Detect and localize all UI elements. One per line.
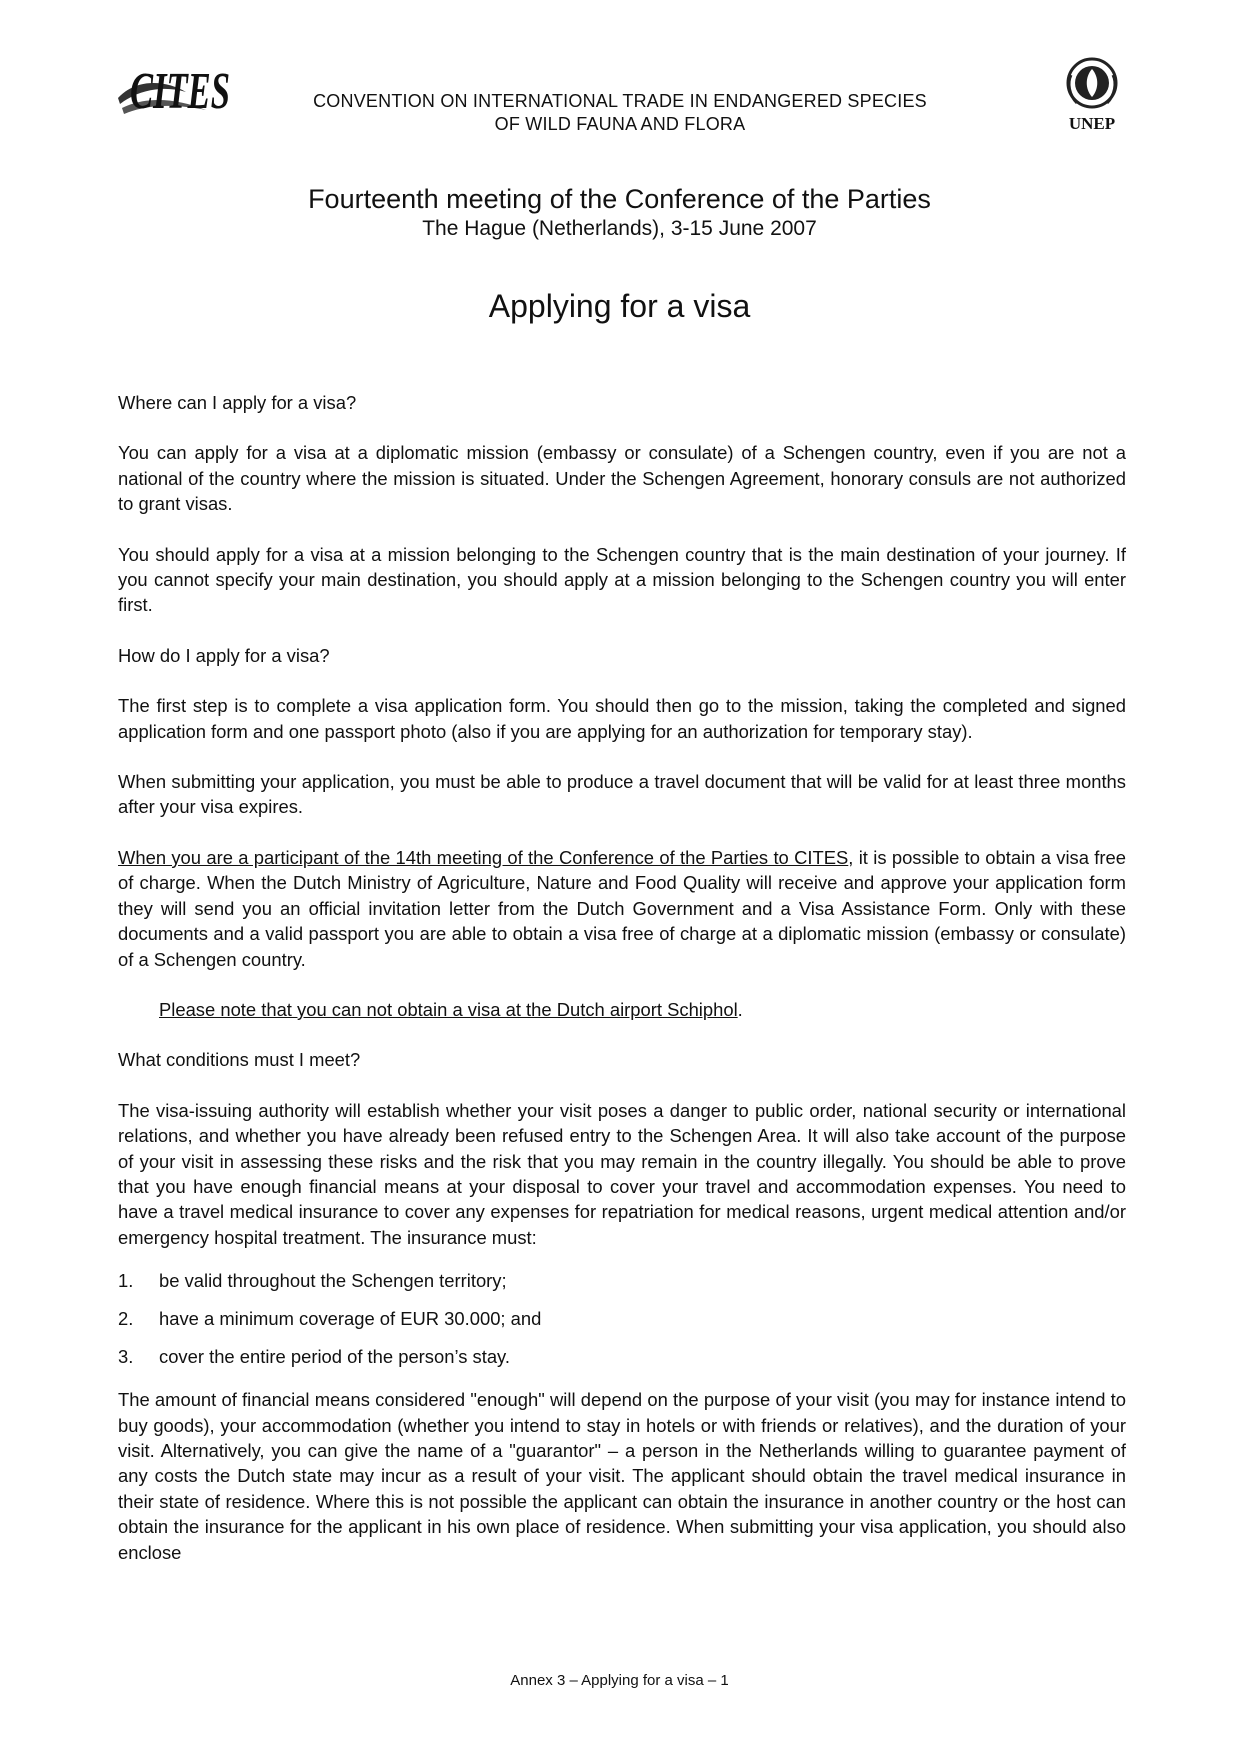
schiphol-note xyxy=(118,997,1126,1022)
participant-rest: , it is possible to obtain a visa free of charge. When the Dutch Ministry of Agriculture, Nature and Food Quality will receive and approve your application form they will send you an official invitation letter from the Dutch Government and a Visa Assistance Form. Only with these documents and a valid passport you are able to obtain a visa free of charge at a diplomatic mission (embassy or consulate) of a Schengen country. xyxy=(118,846,1126,970)
document-body xyxy=(118,390,1126,1590)
list-text: be valid throughout the Schengen territory; xyxy=(159,1270,507,1292)
paragraph: You can apply for a visa at a diplomatic mission (embassy or consulate) of a Schengen country, even if you are not a national of the country where the mission is situated. Under the Schengen Agreement, honorary consuls are not authorized to grant visas. xyxy=(118,442,1126,515)
paragraph: You should apply for a visa at a mission belonging to the Schengen country that is the main destination of your journey. If you cannot specify your main destination, you should apply at a mission belonging to the Schengen country you will enter first. xyxy=(118,543,1126,616)
cites-logo xyxy=(116,58,234,128)
question-where: Where can I apply for a visa? xyxy=(118,392,357,413)
list-number: 2. xyxy=(118,1308,134,1330)
list-text: cover the entire period of the person’s stay. xyxy=(159,1346,510,1368)
list-item xyxy=(118,1306,1126,1331)
convention-heading xyxy=(250,90,990,136)
convention-line-1: CONVENTION ON INTERNATIONAL TRADE IN ENDANGERED SPECIES xyxy=(313,91,927,111)
participant-link-text: When you are a participant of the 14th meeting of the Conference of the Parties to CITES xyxy=(118,846,849,868)
insurance-list xyxy=(118,1268,1126,1369)
meeting-title: Fourteenth meeting of the Conference of the Parties xyxy=(308,184,931,214)
paragraph: When submitting your application, you must be able to produce a travel document that will be valid for at least three months after your visa expires. xyxy=(118,771,1126,818)
page-footer: Annex 3 – Applying for a visa – 1 xyxy=(510,1672,729,1689)
list-number: 3. xyxy=(118,1346,134,1368)
schiphol-note-end: . xyxy=(737,998,743,1020)
svg-text:CITES: CITES xyxy=(130,63,230,120)
paragraph: The amount of financial means considered "enough" will depend on the purpose of your visit (you may for instance intend to buy goods), your accommodation (whether you intend to stay in hotels or with friends or relatives), and the duration of your visit. Alternatively, you can give the name of a "guarantor" – a person in the Netherlands willing to guarantee payment of any costs the Dutch state may incur as a result of your visit. The applicant should obtain the travel medical insurance in their state of residence. Where this is not possible the applicant can obtain the insurance in another country or the host can obtain the insurance for the applicant in his own place of residence. When submitting your visa application, you should also enclose xyxy=(118,1389,1126,1563)
schiphol-note-text: Please note that you can not obtain a visa at the Dutch airport Schiphol xyxy=(159,998,738,1020)
paragraph: The first step is to complete a visa application form. You should then go to the mission, taking the completed and signed application form and one passport photo (also if you are applying for an authorization for temporary stay). xyxy=(118,695,1126,742)
meeting-venue: The Hague (Netherlands), 3-15 June 2007 xyxy=(422,217,817,240)
paragraph-participants xyxy=(118,845,1126,972)
list-text: have a minimum coverage of EUR 30.000; and xyxy=(159,1308,542,1330)
paragraph: The visa-issuing authority will establish whether your visit poses a danger to public order, national security or international relations, and whether you have already been refused entry to the Schengen Area. It will also take account of the purpose of your visit in assessing these risks and the risk that you may remain in the country illegally. You should be able to prove that you have enough financial means at your disposal to cover your travel and accommodation expenses. You need to have a travel medical insurance to cover any expenses for repatriation for medical reasons, urgent medical attention and/or emergency hospital treatment. The insurance must: xyxy=(118,1099,1126,1248)
list-item xyxy=(118,1344,1126,1369)
list-number: 1. xyxy=(118,1270,134,1292)
svg-text:UNEP: UNEP xyxy=(1068,114,1116,133)
question-how: How do I apply for a visa? xyxy=(118,644,330,666)
unep-logo xyxy=(1057,55,1127,135)
question-conditions: What conditions must I meet? xyxy=(118,1049,361,1071)
convention-line-2: OF WILD FAUNA AND FLORA xyxy=(494,114,746,134)
page-title: Applying for a visa xyxy=(488,288,751,324)
list-item xyxy=(118,1268,1126,1293)
